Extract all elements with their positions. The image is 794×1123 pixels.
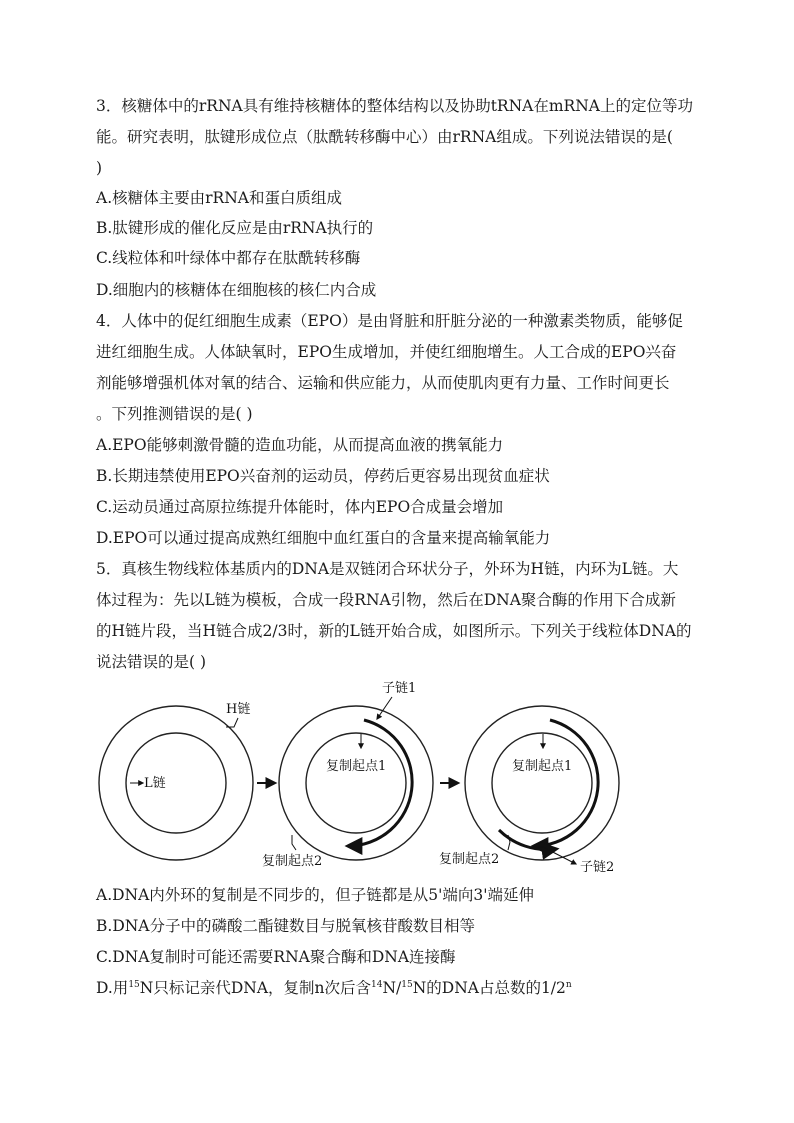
q5-option-d-text-2: N只标记亲代DNA，复制n次后含 [139,979,371,997]
q3-option-d: D.细胞内的核糖体在细胞核的核仁内合成 [96,281,377,299]
label-origin-2-set-3: 复制起点2 [439,852,500,867]
q5-option-d-text-3: N/ [382,979,402,997]
q3-stem-line-3: ) [96,159,103,177]
q4-stem-line-1: 4．人体中的促红细胞生成素（EPO）是由肾脏和肝脏分泌的一种激素类物质，能够促 [96,312,683,330]
q3-option-b: B.肽键形成的催化反应是由rRNA执行的 [96,219,374,237]
child-chain-1-pointer [377,697,392,719]
label-child-chain-1: 子链1 [382,681,417,696]
q5-option-a: A.DNA内外环的复制是不同步的，但子链都是从5'端向3'端延伸 [96,886,535,904]
circle-set-3 [439,706,619,875]
label-origin-1-set-3: 复制起点1 [512,759,573,774]
q3-stem-line-1: 3．核糖体中的rRNA具有维持核糖体的整体结构以及协助tRNA在mRNA上的定位等功 [96,97,693,115]
q4-option-d: D.EPO可以通过提高成熟红细胞中血红蛋白的含量来提高输氧能力 [96,529,551,547]
q3-option-a: A.核糖体主要由rRNA和蛋白质组成 [96,189,342,207]
label-origin-1: 复制起点1 [326,759,387,774]
q4-option-a: A.EPO能够刺激骨髓的造血功能，从而提高血液的携氧能力 [96,436,504,454]
inner-ring-l-chain-2 [306,733,406,833]
q5-stem-line-3: 的H链片段，当H链合成2/3时，新的L链开始合成，如图所示。下列关于线粒体DNA的 [96,622,692,640]
outer-ring-h-chain-2 [279,706,433,860]
q5-stem-line-4: 说法错误的是( ) [96,653,207,671]
q5-option-d-text-1: D.用 [96,979,129,997]
circle-set-2 [262,681,433,869]
q5-option-d-superscript-2: 14 [371,979,383,990]
q5-stem-line-1: 5．真核生物线粒体基质内的DNA是双链闭合环状分子，外环为H链，内环为L链。大 [96,560,679,578]
outer-ring-h-chain-3 [465,706,619,860]
outer-ring-h-chain [99,706,253,860]
label-child-chain-2: 子链2 [580,860,615,875]
q5-option-d-text-4: N的DNA占总数的1/2 [412,979,566,997]
q5-option-d-superscript-1: 15 [128,979,140,990]
q4-option-b: B.长期违禁使用EPO兴奋剂的运动员，停药后更容易出现贫血症状 [96,467,550,485]
q5-stem-line-2: 体过程为：先以L链为模板，合成一段RNA引物，然后在DNA聚合酶的作用下合成新 [96,591,676,609]
label-origin-2: 复制起点2 [262,854,323,869]
q3-stem-line-2: 能。研究表明，肽键形成位点（肽酰转移酶中心）由rRNA组成。下列说法错误的是( [96,128,673,146]
mtdna-replication-diagram [96,680,636,880]
label-h-chain: H链 [226,702,251,717]
q3-option-c: C.线粒体和叶绿体中都存在肽酰转移酶 [96,249,361,267]
q4-stem-line-2: 进红细胞生成。人体缺氧时，EPO生成增加，并使红细胞增生。人工合成的EPO兴奋 [96,343,677,361]
origin-2-pointer [292,835,296,850]
inner-ring-l-chain-3 [492,733,592,833]
q4-option-c: C.运动员通过高原拉练提升体能时，体内EPO合成量会增加 [96,498,504,516]
q5-option-d [96,978,572,998]
q5-option-d-superscript-3: 15 [401,979,413,990]
q5-option-c: C.DNA复制时可能还需要RNA聚合酶和DNA连接酶 [96,948,456,966]
q4-stem-line-4: 。下列推测错误的是( ) [96,405,253,423]
q5-option-d-superscript-4: n [565,979,572,990]
label-l-chain: L链 [144,776,166,791]
q5-option-b: B.DNA分子中的磷酸二酯键数目与脱氧核苷酸数目相等 [96,917,476,935]
q4-stem-line-3: 剂能够增强机体对氧的结合、运输和供应能力，从而使肌肉更有力量、工作时间更长 [96,374,670,392]
circle-set-1 [99,702,253,860]
